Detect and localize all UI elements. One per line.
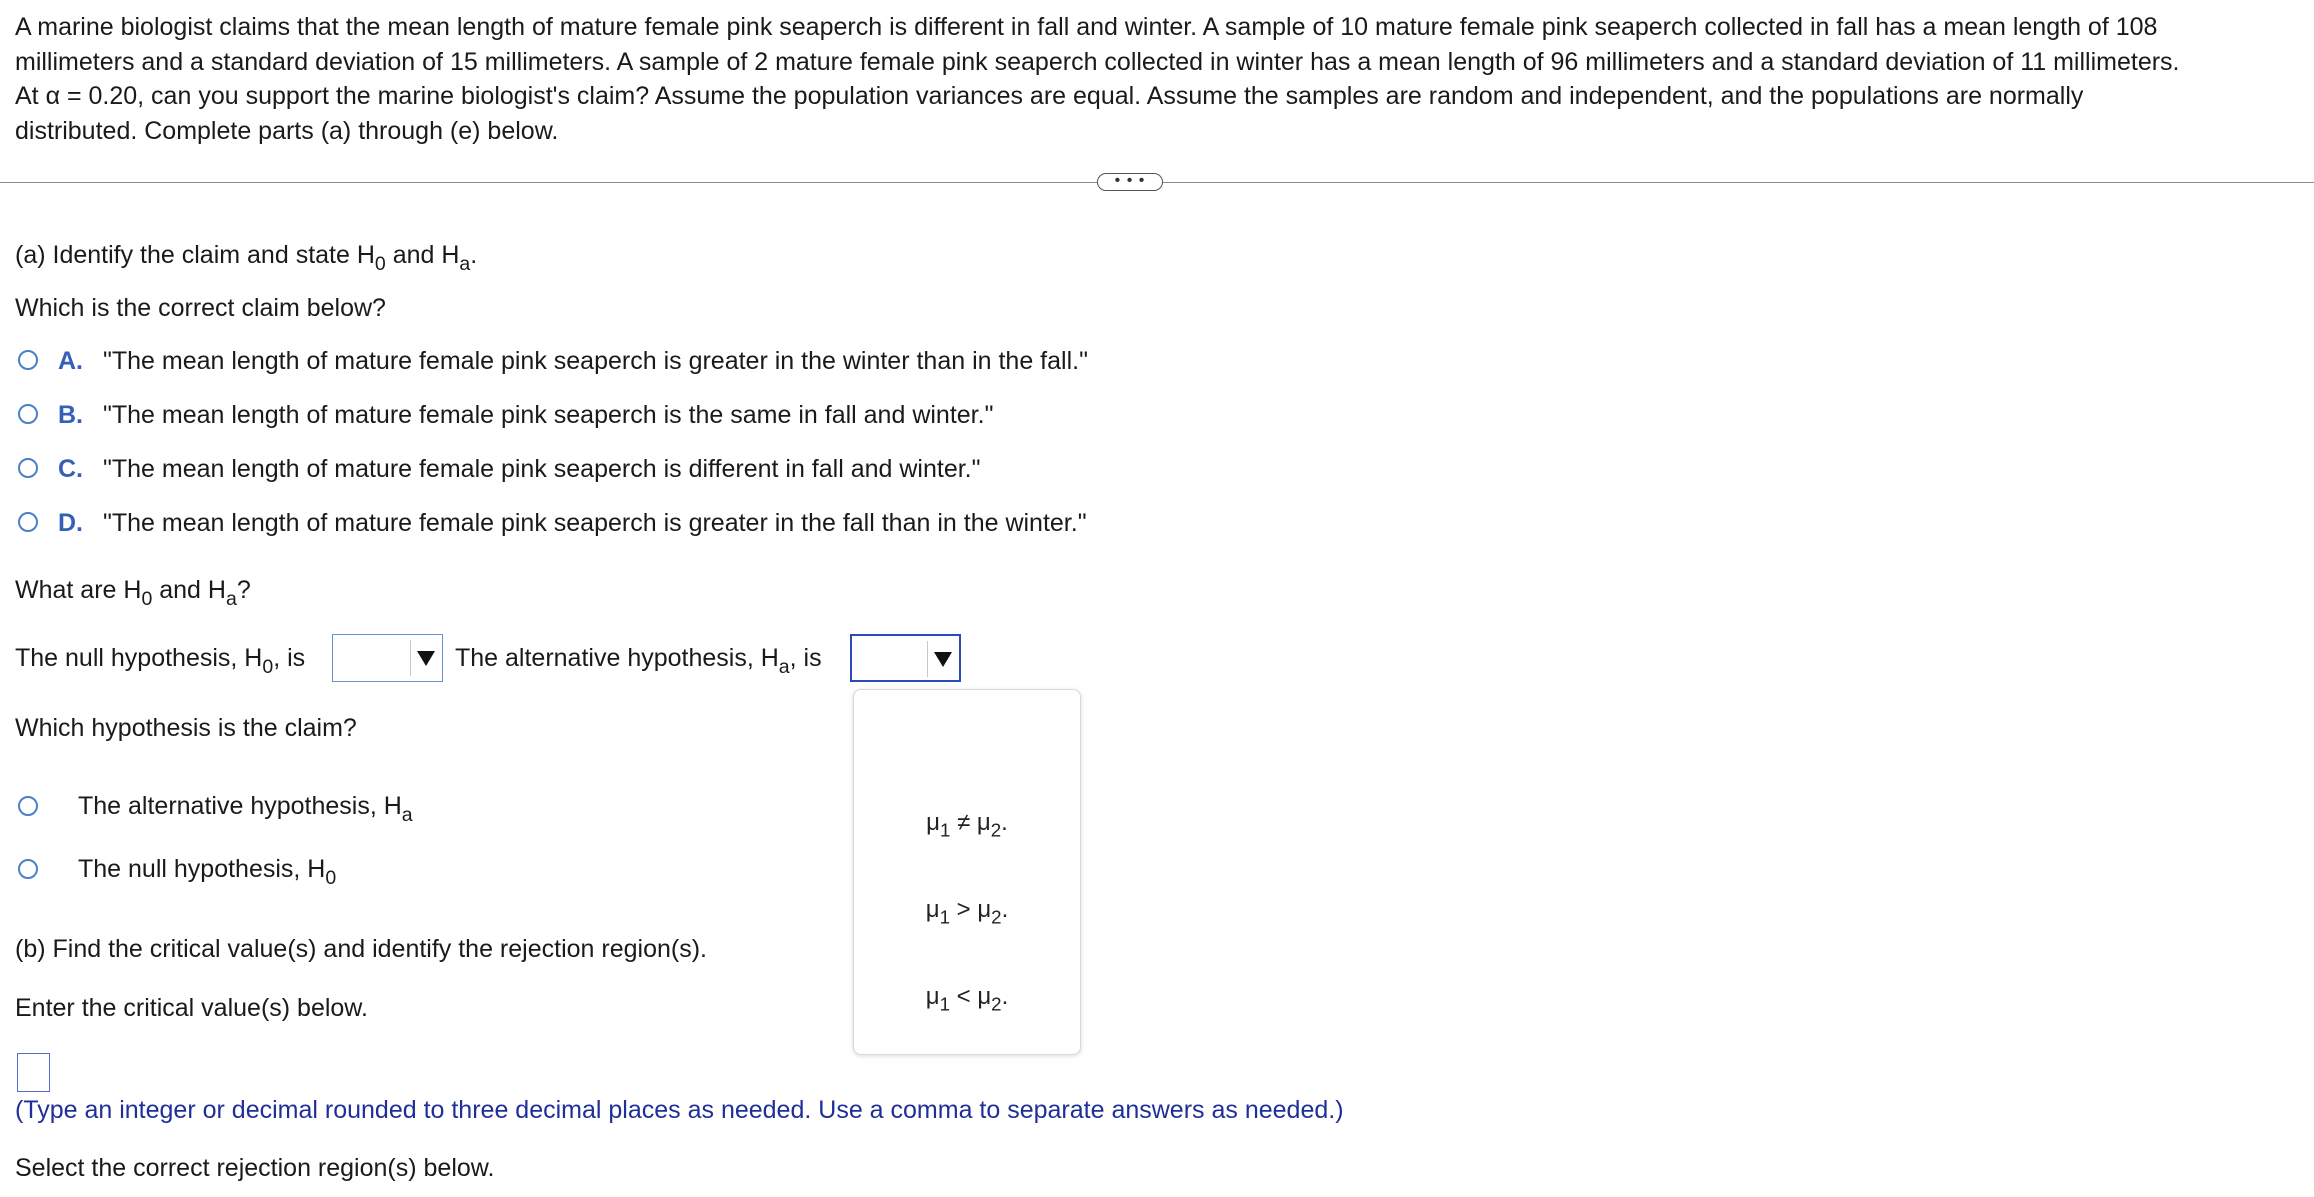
part-a-heading: (a) Identify the claim and state $H_0$ and $H_a$.	[15, 241, 478, 275]
dropdown-option-greater[interactable]: $\mu_1 > \mu_2$.	[925, 896, 1009, 928]
radio-button[interactable]	[18, 458, 38, 478]
radio-button[interactable]	[18, 796, 38, 816]
null-hypothesis-select[interactable]	[332, 634, 443, 682]
part-b-heading: (b) Find the critical value(s) and identify the rejection region(s).	[15, 935, 707, 963]
alternative-hypothesis-select[interactable]	[850, 634, 961, 682]
option-text: "The mean length of mature female pink seaperch is the same in fall and winter."	[103, 401, 994, 429]
option-letter: D.	[58, 509, 83, 537]
critical-value-input[interactable]	[17, 1053, 50, 1092]
which-claim-question: Which hypothesis is the claim?	[15, 714, 357, 742]
dropdown-option-less[interactable]: $\mu_1 < \mu_2$.	[925, 983, 1009, 1015]
option-text: "The mean length of mature female pink seaperch is different in fall and winter."	[103, 455, 981, 483]
problem-line: distributed. Complete parts (a) through (e) below.	[15, 116, 559, 145]
alternative-hypothesis-label: The alternative hypothesis, $H_a$, is	[455, 644, 822, 678]
option-text: "The mean length of mature female pink seaperch is greater in the fall than in the winter."	[103, 509, 1087, 537]
hypothesis-dropdown-menu	[853, 689, 1081, 1055]
radio-button[interactable]	[18, 350, 38, 370]
null-hypothesis-label: The null hypothesis, $H_0$, is	[15, 644, 306, 678]
chevron-down-icon	[934, 652, 952, 667]
option-letter: A.	[58, 347, 83, 375]
choice-text: The null hypothesis, $H_0$	[78, 855, 337, 889]
dropdown-toggle[interactable]	[410, 640, 440, 676]
hypothesis-question: What are $H_0$ and $H_a$?	[15, 576, 251, 610]
claim-question: Which is the correct claim below?	[15, 294, 386, 322]
problem-statement	[15, 10, 2295, 148]
input-hint: (Type an integer or decimal rounded to three decimal places as needed. Use a comma to separate answers as needed.)	[15, 1096, 1344, 1124]
option-letter: C.	[58, 455, 83, 483]
radio-button[interactable]	[18, 404, 38, 424]
problem-line: millimeters and a standard deviation of 15 millimeters. A sample of 2 mature female pink seaperch collected in winter has a mean length of 96 millimeters and a standard deviation of 11 millimeters.	[15, 47, 2180, 76]
dropdown-option-not-equal[interactable]: $\mu_1 \ne \mu_2$.	[926, 809, 1008, 841]
choice-text: The alternative hypothesis, $H_a$	[78, 792, 413, 826]
rejection-region-prompt: Select the correct rejection region(s) below.	[15, 1154, 495, 1182]
dropdown-toggle[interactable]	[927, 641, 957, 677]
enter-critical-prompt: Enter the critical value(s) below.	[15, 994, 368, 1022]
radio-button[interactable]	[18, 512, 38, 532]
more-options-button[interactable]: • • •	[1097, 173, 1163, 191]
radio-button[interactable]	[18, 859, 38, 879]
option-letter: B.	[58, 401, 83, 429]
problem-line: A marine biologist claims that the mean length of mature female pink seaperch is different in fall and winter. A sample of 10 mature female pink seaperch collected in fall has a mean length of 108	[15, 13, 2158, 41]
option-text: "The mean length of mature female pink seaperch is greater in the winter than in the fall."	[103, 347, 1088, 375]
chevron-down-icon	[417, 651, 435, 666]
problem-line: At α = 0.20, can you support the marine biologist's claim? Assume the population variances are equal. Assume the samples are random and independent, and the populations are normally	[15, 82, 2084, 110]
